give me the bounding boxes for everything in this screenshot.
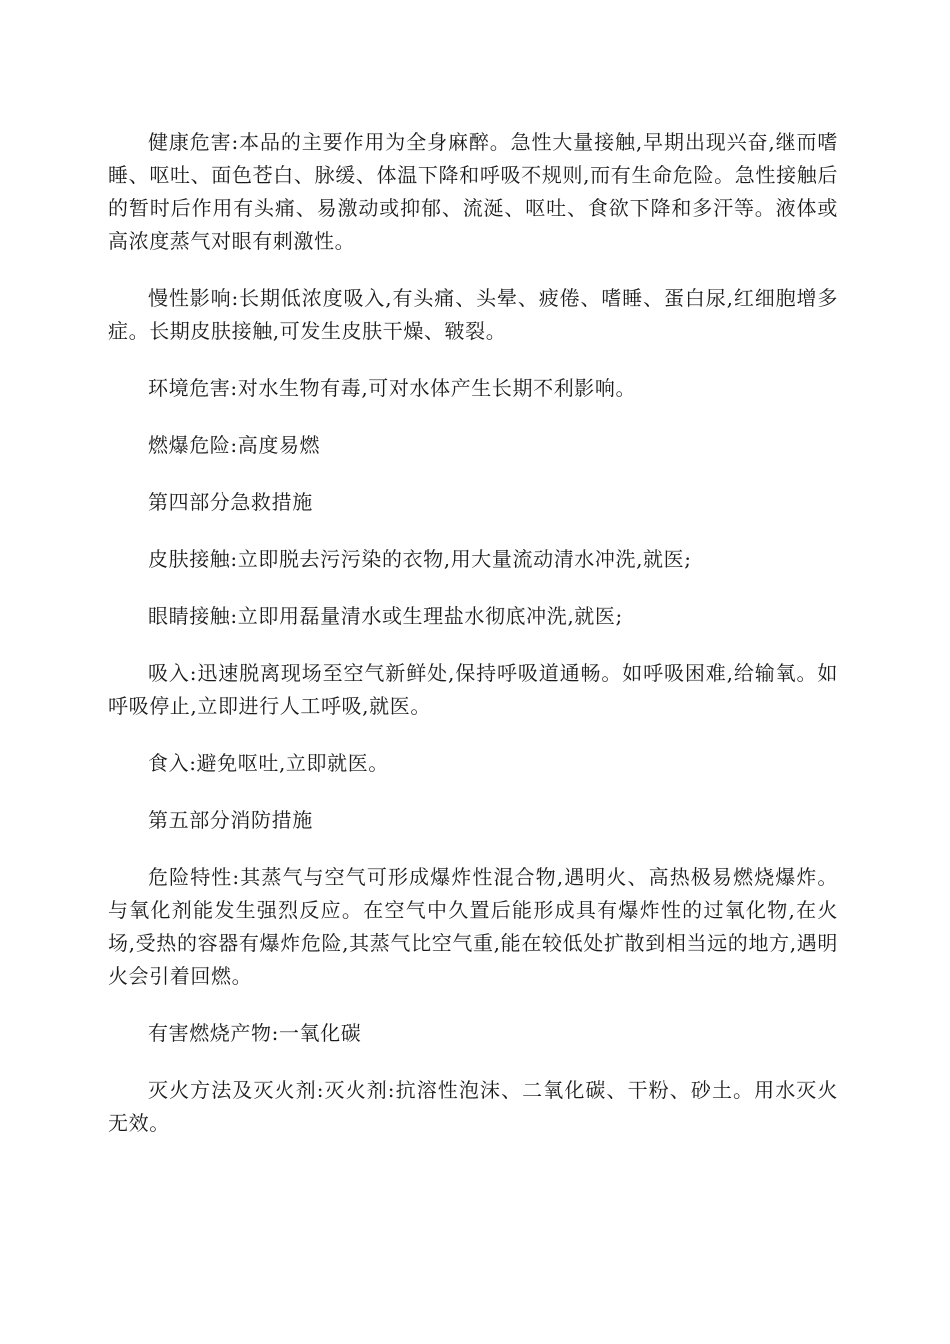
- paragraph-extinguishing-methods: 灭火方法及灭火剂:灭火剂:抗溶性泡沫、二氧化碳、干粉、砂土。用水灭火无效。: [108, 1078, 838, 1135]
- paragraph-ingestion: 食入:避免呕吐,立即就医。: [148, 751, 389, 775]
- paragraph-fire-explosion-hazard: 燃爆危险:高度易燃: [148, 433, 321, 457]
- document-body: [108, 126, 838, 1164]
- paragraph-health-hazard: 健康危害:本品的主要作用为全身麻醉。急性大量接触,早期出现兴奋,继而嗜睡、呕吐、面色苍白、脉缓、体温下降和呼吸不规则,而有生命危险。急性接触后的暂时后作用有头痛、易激动或抑郁、流涎、呕吐、食欲下降和多汗等。液体或高浓度蒸气对眼有刺激性。: [108, 130, 838, 253]
- paragraph-environmental-hazard: 环境危害:对水生物有毒,可对水体产生长期不利影响。: [148, 376, 637, 400]
- paragraph-eye-contact: 眼睛接触:立即用磊量清水或生理盐水彻底冲洗,就医;: [148, 604, 623, 628]
- paragraph-skin-contact: 皮肤接触:立即脱去污污染的衣物,用大量流动清水冲洗,就医;: [148, 547, 692, 571]
- section-heading-first-aid: 第四部分急救措施: [148, 490, 313, 514]
- paragraph-chronic-effects: 慢性影响:长期低浓度吸入,有头痛、头晕、疲倦、嗜睡、蛋白尿,红细胞增多症。长期皮肤接触,可发生皮肤干燥、皲裂。: [108, 286, 838, 343]
- paragraph-inhalation: 吸入:迅速脱离现场至空气新鲜处,保持呼吸道通畅。如呼吸困难,给输氧。如呼吸停止,立即进行人工呼吸,就医。: [108, 661, 838, 718]
- section-heading-firefighting: 第五部分消防措施: [148, 808, 313, 832]
- paragraph-hazard-characteristics: 危险特性:其蒸气与空气可形成爆炸性混合物,遇明火、高热极易燃烧爆炸。与氧化剂能发生强烈反应。在空气中久置后能形成具有爆炸性的过氧化物,在火场,受热的容器有爆炸危险,其蒸气比空气重,能在较低处扩散到相当远的地方,遇明火会引着回燃。: [108, 865, 838, 988]
- paragraph-combustion-products: 有害燃烧产物:一氧化碳: [148, 1021, 362, 1045]
